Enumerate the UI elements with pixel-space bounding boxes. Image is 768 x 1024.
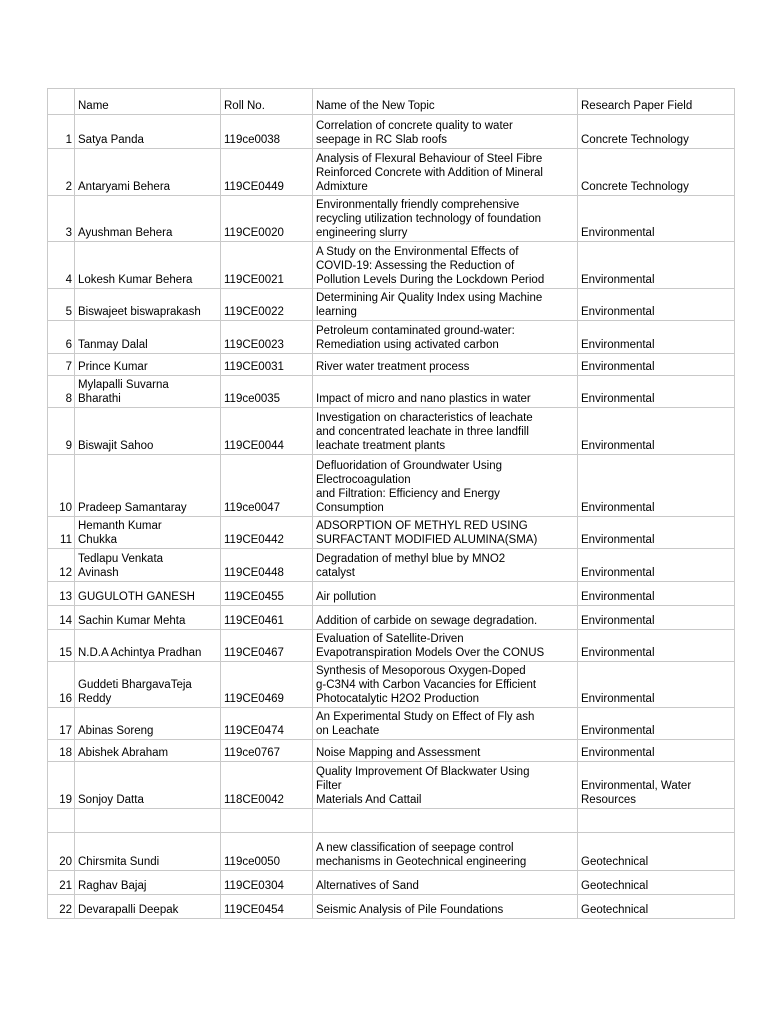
table-row [48,115,735,149]
cell-num: 18 [48,740,75,762]
cell-num: 16 [48,662,75,708]
table-body [48,89,735,919]
cell-num: 9 [48,408,75,455]
cell-roll: 119CE0020 [221,196,313,242]
cell-field: Environmental [578,549,735,582]
cell-topic: Investigation on characteristics of leachate and concentrated leachate in three landfill leachate treatment plants [313,408,578,455]
cell-num: 22 [48,895,75,919]
table-row [48,354,735,376]
cell-field: Environmental [578,196,735,242]
cell-num [48,809,75,833]
cell-num: 15 [48,630,75,662]
table-row [48,321,735,354]
cell-field: Environmental [578,376,735,408]
table-row [48,740,735,762]
cell-num: 5 [48,289,75,321]
cell-num: 1 [48,115,75,149]
cell-topic: Petroleum contaminated ground-water: Remediation using activated carbon [313,321,578,354]
cell-roll: 119CE0442 [221,517,313,549]
cell-name: Lokesh Kumar Behera [75,242,221,289]
cell-field: Environmental [578,582,735,606]
cell-roll: 119CE0461 [221,606,313,630]
header-roll: Roll No. [221,89,313,115]
table-row [48,708,735,740]
cell-roll [221,809,313,833]
cell-topic: Determining Air Quality Index using Machine learning [313,289,578,321]
table-row [48,871,735,895]
cell-topic: ADSORPTION OF METHYL RED USING SURFACTANT MODIFIED ALUMINA(SMA) [313,517,578,549]
cell-name: Prince Kumar [75,354,221,376]
cell-field [578,809,735,833]
cell-roll: 119CE0304 [221,871,313,895]
cell-name: Antaryami Behera [75,149,221,196]
table-row [48,833,735,871]
table-row [48,662,735,708]
table-row [48,196,735,242]
table-row [48,895,735,919]
cell-roll: 119CE0031 [221,354,313,376]
cell-num: 6 [48,321,75,354]
header-field: Research Paper Field [578,89,735,115]
cell-topic: Correlation of concrete quality to water seepage in RC Slab roofs [313,115,578,149]
cell-topic: A Study on the Environmental Effects of COVID-19: Assessing the Reduction of Pollution Levels During the Lockdown Period [313,242,578,289]
topics-table [47,88,735,919]
cell-field: Environmental [578,740,735,762]
cell-field: Concrete Technology [578,149,735,196]
cell-num: 17 [48,708,75,740]
cell-name: GUGULOTH GANESH [75,582,221,606]
table-row [48,606,735,630]
cell-name: Tanmay Dalal [75,321,221,354]
cell-field: Environmental [578,630,735,662]
cell-num: 4 [48,242,75,289]
cell-roll: 119ce0767 [221,740,313,762]
cell-topic: Alternatives of Sand [313,871,578,895]
cell-name: Chirsmita Sundi [75,833,221,871]
cell-name: Biswajit Sahoo [75,408,221,455]
cell-roll: 118CE0042 [221,762,313,809]
cell-name: Raghav Bajaj [75,871,221,895]
cell-field: Environmental [578,321,735,354]
cell-topic: Noise Mapping and Assessment [313,740,578,762]
cell-name: Biswajeet biswaprakash [75,289,221,321]
cell-topic: Addition of carbide on sewage degradation. [313,606,578,630]
header-topic: Name of the New Topic [313,89,578,115]
cell-roll: 119CE0455 [221,582,313,606]
cell-field: Environmental [578,242,735,289]
cell-field: Geotechnical [578,895,735,919]
cell-name: Satya Panda [75,115,221,149]
table-row [48,455,735,517]
table-row [48,762,735,809]
table-row [48,242,735,289]
cell-topic: Environmentally friendly comprehensive recycling utilization technology of foundation engineering slurry [313,196,578,242]
cell-name: Devarapalli Deepak [75,895,221,919]
table-row [48,630,735,662]
cell-name: Abishek Abraham [75,740,221,762]
header-num [48,89,75,115]
cell-num: 11 [48,517,75,549]
cell-name: Guddeti BhargavaTeja Reddy [75,662,221,708]
cell-name: Sonjoy Datta [75,762,221,809]
table-row [48,376,735,408]
cell-roll: 119CE0474 [221,708,313,740]
header-name: Name [75,89,221,115]
table-row [48,408,735,455]
cell-name: N.D.A Achintya Pradhan [75,630,221,662]
cell-num: 8 [48,376,75,408]
cell-roll: 119CE0022 [221,289,313,321]
cell-topic: Air pollution [313,582,578,606]
table-row [48,517,735,549]
cell-topic [313,809,578,833]
cell-roll: 119CE0449 [221,149,313,196]
cell-field: Environmental [578,606,735,630]
cell-topic: Analysis of Flexural Behaviour of Steel Fibre Reinforced Concrete with Addition of Mineral Admixture [313,149,578,196]
cell-num: 21 [48,871,75,895]
cell-roll: 119CE0454 [221,895,313,919]
cell-field: Environmental [578,455,735,517]
cell-topic: Evaluation of Satellite-Driven Evapotranspiration Models Over the CONUS [313,630,578,662]
cell-num: 10 [48,455,75,517]
cell-num: 3 [48,196,75,242]
cell-roll: 119CE0021 [221,242,313,289]
table-row [48,809,735,833]
cell-roll: 119ce0050 [221,833,313,871]
cell-name: Mylapalli Suvarna Bharathi [75,376,221,408]
cell-topic: Quality Improvement Of Blackwater Using Filter Materials And Cattail [313,762,578,809]
cell-roll: 119ce0035 [221,376,313,408]
cell-num: 13 [48,582,75,606]
cell-name: Abinas Soreng [75,708,221,740]
cell-field: Geotechnical [578,871,735,895]
cell-field: Environmental [578,408,735,455]
cell-name [75,809,221,833]
cell-num: 14 [48,606,75,630]
cell-field: Geotechnical [578,833,735,871]
cell-name: Ayushman Behera [75,196,221,242]
cell-topic: Defluoridation of Groundwater Using Electrocoagulation and Filtration: Efficiency and Energy Consumption [313,455,578,517]
table-row [48,582,735,606]
cell-field: Environmental [578,354,735,376]
cell-roll: 119CE0469 [221,662,313,708]
cell-name: Sachin Kumar Mehta [75,606,221,630]
cell-roll: 119ce0047 [221,455,313,517]
table-row [48,149,735,196]
cell-field: Environmental [578,662,735,708]
cell-field: Environmental [578,708,735,740]
cell-field: Environmental, Water Resources [578,762,735,809]
cell-num: 12 [48,549,75,582]
header-row [48,89,735,115]
cell-num: 20 [48,833,75,871]
cell-topic: River water treatment process [313,354,578,376]
cell-name: Hemanth Kumar Chukka [75,517,221,549]
cell-num: 7 [48,354,75,376]
cell-num: 2 [48,149,75,196]
table-row [48,289,735,321]
cell-name: Tedlapu Venkata Avinash [75,549,221,582]
cell-topic: A new classification of seepage control mechanisms in Geotechnical engineering [313,833,578,871]
cell-num: 19 [48,762,75,809]
cell-roll: 119ce0038 [221,115,313,149]
cell-roll: 119CE0044 [221,408,313,455]
cell-topic: Seismic Analysis of Pile Foundations [313,895,578,919]
table-row [48,549,735,582]
cell-field: Environmental [578,517,735,549]
cell-topic: An Experimental Study on Effect of Fly ash on Leachate [313,708,578,740]
cell-topic: Degradation of methyl blue by MNO2 catalyst [313,549,578,582]
cell-topic: Synthesis of Mesoporous Oxygen-Doped g-C3N4 with Carbon Vacancies for Efficient Photocatalytic H2O2 Production [313,662,578,708]
cell-name: Pradeep Samantaray [75,455,221,517]
cell-topic: Impact of micro and nano plastics in water [313,376,578,408]
cell-roll: 119CE0448 [221,549,313,582]
cell-field: Concrete Technology [578,115,735,149]
cell-roll: 119CE0467 [221,630,313,662]
cell-field: Environmental [578,289,735,321]
cell-roll: 119CE0023 [221,321,313,354]
